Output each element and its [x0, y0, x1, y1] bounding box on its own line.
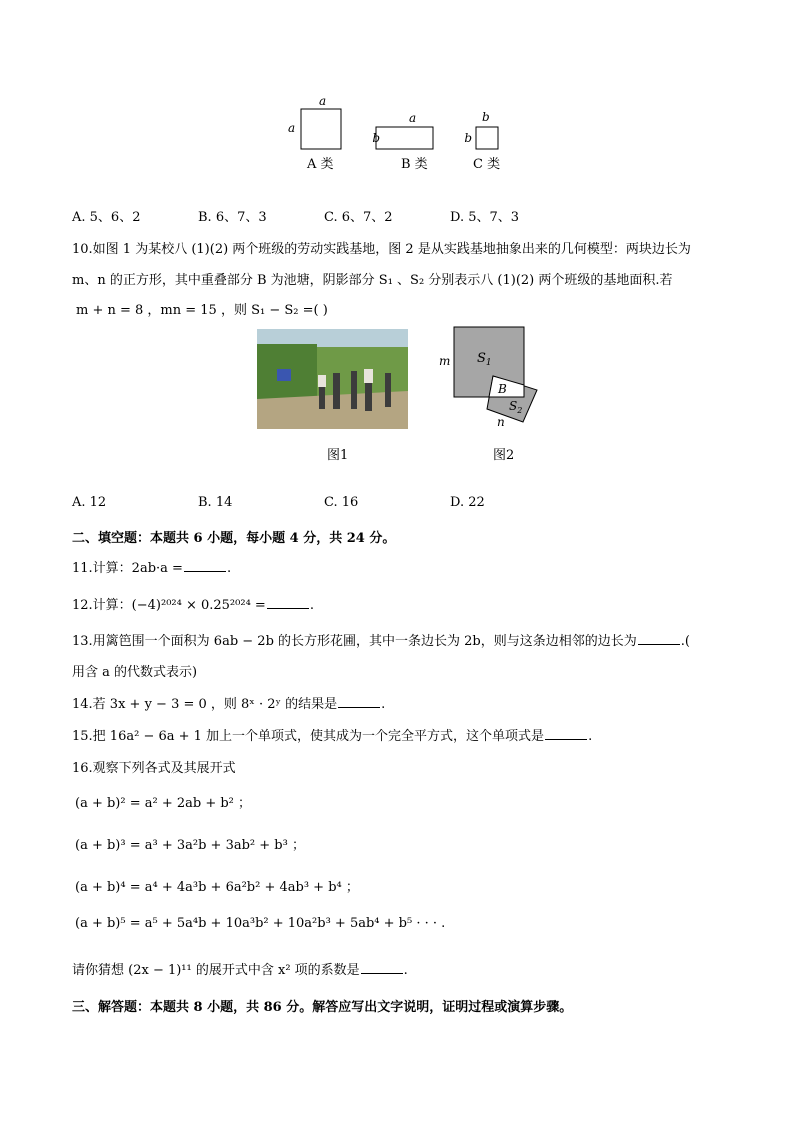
q11 [72, 557, 231, 576]
q13-line-2: 用含 a 的代数式表示) [72, 665, 198, 680]
figure-2-caption: 图2 [493, 448, 515, 463]
tile-b-side-label: b [372, 131, 380, 145]
label-m: m [439, 354, 451, 368]
section-2-heading: 二、填空题：本题共 6 小题，每小题 4 分，共 24 分。 [72, 531, 396, 546]
q10-line-2: m、n 的正方形，其中重叠部分 B 为池塘，阴影部分 S₁ 、S₂ 分别表示八 (1)(2) 两个班级的基地面积.若 [72, 273, 673, 288]
q16-end: . [403, 963, 408, 978]
q13 [72, 630, 690, 649]
tile-a-top-label: a [319, 94, 327, 108]
q16-eq-4: (a + b)⁵ = a⁵ + 5a⁴b + 10a³b² + 10a²b³ + 5ab⁴ + b⁵ · · · . [75, 916, 446, 931]
figure-1-photo [257, 329, 408, 429]
q12-text: 12.计算：(−4)²⁰²⁴ × 0.25²⁰²⁴ = [72, 598, 266, 613]
q16-question-text: 请你猜想 (2x − 1)¹¹ 的展开式中含 x² 项的系数是 [72, 963, 360, 978]
q14-end: . [381, 697, 386, 712]
figure-1-caption: 图1 [327, 448, 349, 463]
tile-a-caption: A 类 [307, 157, 334, 172]
q15-text: 15.把 16a² − 6a + 1 加上一个单项式，使其成为一个完全平方式，这个单项式是 [72, 729, 545, 744]
q16-eq-2: (a + b)³ = a³ + 3a²b + 3ab² + b³ ； [75, 838, 305, 853]
q15 [72, 725, 592, 744]
q16-answer-blank[interactable] [361, 961, 403, 974]
q11-end: . [226, 561, 232, 576]
q14 [72, 693, 385, 712]
label-s2: $S_2$ [509, 399, 523, 415]
q12 [72, 594, 314, 613]
q12-answer-blank[interactable] [267, 596, 309, 609]
label-n: n [497, 415, 505, 429]
q10-option-b[interactable]: B. 14 [198, 495, 233, 510]
q14-text: 14.若 3x + y − 3 = 0 ，则 8ˣ · 2ʸ 的结果是 [72, 697, 338, 712]
q10-option-c[interactable]: C. 16 [324, 495, 359, 510]
tile-c-caption: C 类 [473, 157, 501, 172]
q15-end: . [588, 729, 593, 744]
q13-text: 13.用篱笆围一个面积为 6ab − 2b 的长方形花圃，其中一条边长为 2b，则与这条边相邻的边长为 [72, 634, 637, 649]
tile-c-top-label: b [482, 110, 490, 124]
q14-answer-blank[interactable] [338, 695, 380, 708]
q9-options [72, 206, 576, 225]
tile-c-side-label: b [464, 131, 472, 145]
q9-option-a[interactable]: A. 5、6、2 [72, 210, 141, 225]
q13-answer-blank[interactable] [638, 632, 680, 645]
q15-answer-blank[interactable] [545, 727, 587, 740]
q10-line-1: 10.如图 1 为某校八 (1)(2) 两个班级的劳动实践基地，图 2 是从实践基地抽象出来的几何模型：两块边长为 [72, 242, 691, 257]
q16-intro: 16.观察下列各式及其展开式 [72, 761, 236, 776]
tile-b-caption: B 类 [401, 157, 428, 172]
q9-option-c[interactable]: C. 6、7、2 [324, 210, 393, 225]
q9-option-d[interactable]: D. 5、7、3 [450, 210, 520, 225]
q16-question [72, 959, 408, 978]
q12-end: . [309, 598, 314, 613]
tile-types-figure [280, 92, 520, 178]
q10-line-3: m + n = 8 ，mn = 15 ，则 S₁ − S₂ =( ) [76, 303, 328, 318]
q10-options [72, 495, 576, 510]
figure-2-diagram [435, 322, 545, 432]
tile-a-square [301, 109, 341, 149]
tile-a-side-label: a [288, 121, 296, 135]
q9-option-b[interactable]: B. 6、7、3 [198, 210, 267, 225]
q16-eq-3: (a + b)⁴ = a⁴ + 4a³b + 6a²b² + 4ab³ + b⁴ ； [75, 880, 359, 895]
q11-text: 11.计算：2ab·a = [72, 561, 183, 576]
q16-eq-1: (a + b)² = a² + 2ab + b² ； [75, 796, 252, 811]
label-b: B [498, 382, 507, 396]
q10-option-a[interactable]: A. 12 [72, 495, 107, 510]
tile-b-top-label: a [409, 111, 417, 125]
tile-c-square [476, 127, 498, 149]
q11-answer-blank[interactable] [184, 559, 226, 572]
q10-option-d[interactable]: D. 22 [450, 495, 485, 510]
q13-end: .( [680, 634, 690, 649]
tile-b-rect [376, 127, 433, 149]
section-3-heading: 三、解答题：本题共 8 小题，共 86 分。解答应写出文字说明，证明过程或演算步骤。 [72, 1000, 573, 1015]
label-s1: $S_1$ [477, 351, 492, 368]
